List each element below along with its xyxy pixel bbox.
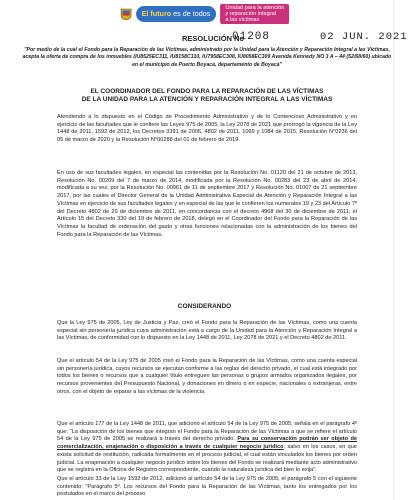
paragraph-legal-basis: Atendiendo a lo dispuesto en el Código de Procedimiento Administrativo y de lo Contencioso Administrativo y en ejercicio de las facultades que le confiere las Leyes 975 de 2005, la Ley 2078 de 2021 que prorrogó la vigencia de la Ley 1448 de 2011, 1592 de 2012, los Decretos 3391 de 2006, 4802 de 2011, 1069 y 1084 de 2015, Resolución N°0236 del 05 de marzo de 2020 y la Resolución N°00288 del 01 de febrero de 2019.: [57, 114, 357, 144]
underlined-clause: Para su conservación podrán ser objeto de comercialización, enajenación o disposición a través de cualquier negocio jurídico: [57, 436, 357, 451]
coat-of-arms-icon: [120, 7, 132, 21]
badge-line: y reparación integral: [225, 11, 276, 17]
authority-line-1: EL COORDINADOR DEL FONDO PARA LA REPARACIÓN DE LAS VÍCTIMAS: [90, 88, 324, 95]
slogan-part-1: El futuro: [141, 9, 172, 19]
resolution-date-stamp: 02 JUN. 2021: [320, 31, 408, 43]
resolution-number: 01208: [232, 31, 271, 43]
paragraph-text: , salvo en los casos, en que exista solicitud de restitución, radicada formalmente en el proceso judicial, el cual están vinculados los bienes por orden judicial. La enajenación a cualquier negocio jurídico sobre los bienes del Fondo se realizará mediante acto administrativo que se registra en la Oficina de Registro correspondiente, cuando la naturaleza jurídica del bien lo exija".: [57, 444, 357, 474]
authority-line-2: DE LA UNIDAD PARA LA ATENCIÓN Y REPARACIÓN INTEGRAL A LAS VÍCTIMAS: [81, 96, 333, 104]
considerando-heading: CONSIDERANDO: [177, 303, 232, 310]
authority-heading: [22, 88, 392, 105]
paragraph-law-975: Que la Ley 975 de 2005, Ley de Justicia y Paz, creó el Fondo para la Reparación de las Víctimas, como una cuenta especial sin personería jurídica cuya administración está a cargo de la Unidad para la Atención y Reparación Integral a las Víctimas, de conformidad con lo dispuesto en la Ley 1448 de 2011, Ley 2078 de 2021 y el Decreto 4802 de 2011.: [57, 320, 357, 342]
page-edge: [393, 0, 394, 500]
slogan-part-2: es de todos: [173, 9, 211, 19]
unit-logo-badge: [220, 4, 289, 24]
paragraph-article-33: Que el artículo 33 de la Ley 1592 de 2012, adicionó al artículo 54 de la Ley 975 de 2005, el parágrafo 5 con el siguiente contenido: "Parágrafo 5º. Los recursos del Fondo para la Reparación de las Víctimas, tanto los entregados por los postulados en el marco del proceso: [57, 476, 357, 498]
paragraph-text: Que el artículo 177 de la Ley 1448 de 2011, que adicionó el artículo 54 de la Ley 975 de 2005, señala en el parágrafo 4º que: "La disposición de los bienes que integran el Fondo para la Reparación de las Víctimas a que se refiere el artículo 54 de la Ley 975 de 2005 se realizará a través del derecho privado.: [57, 421, 357, 443]
paragraph-faculties: En uso de sus facultades legales, en especial las contenidas por la Resolución No. 01120 del 21 de octubre de 2013, Resolución No. 00209 del 7 de marzo de 2014, modificada por la Resolución No. 00283 del 23 de abril de 2014, modificada a su vez, por la Resolución No. 00961 de 11 de septiembre 2017 y Resolución No. 01007 de 21 septiembre 2017, por las cuales el Director General de la Unidad Administrativa Especial de Atención y Reparación Integral a las Víctimas en ejercicio de sus facultades legales y en especial de las que le confieren los numerales 19 y 23 del Artículo 7º del Decreto 4802 de 20 de diciembre de 2011, en concordancia con el decreto 4968 del 30 de diciembre de 2011; el Artículo 15 del Decreto 330 del 19 de febrero de 2018, delegó en el Coordinador del Fondo para la Reparación de las Víctimas la facultad de ordenación del gasto y otras funciones relacionadas con la administración de los bienes del Fondo para la Reparación de las Víctimas.: [57, 170, 357, 238]
resolution-subject: "Por medio de la cual el Fondo para la Reparación de las Víctimas, administrado por la Unidad para la Atención y Reparación Integral a las Víctimas, acepta la oferta de compra de los inmuebles (IU8525EC311, IU8158C310, IU7958EC308, IU8058EC309 Avenida Kennedy NO 3 A – 44 (52/68/60) ubicado en el municipio de Puerto Boyacá, departamento de Boyacá": [22, 47, 392, 68]
header-logos: [120, 4, 290, 24]
badge-line: Unidad para la atención: [225, 5, 285, 11]
badge-line: a las víctimas: [225, 17, 260, 23]
paragraph-article-54: Que el artículo 54 de la Ley 975 de 2005 creó el Fondo para la Reparación de las Víctimas, como una cuenta especial sin personería jurídica, cuyos recursos se ejecutan conforme a las reglas del derecho privado, el cual está integrado por todos los bienes o recursos que a cualquier título entreguen las personas o grupos armados organizados ilegales, por recursos provenientes del Presupuesto Nacional, y donaciones en dinero o en especie, nacionales o extranjeras, entre otros, con el objeto de reparar a las víctimas de la violencia.: [57, 358, 357, 395]
resolution-label: RESOLUCIÓN No: [182, 34, 245, 43]
paragraph-article-177: [57, 421, 357, 475]
government-slogan-pill: [136, 6, 217, 22]
resolution-row: [0, 31, 409, 48]
